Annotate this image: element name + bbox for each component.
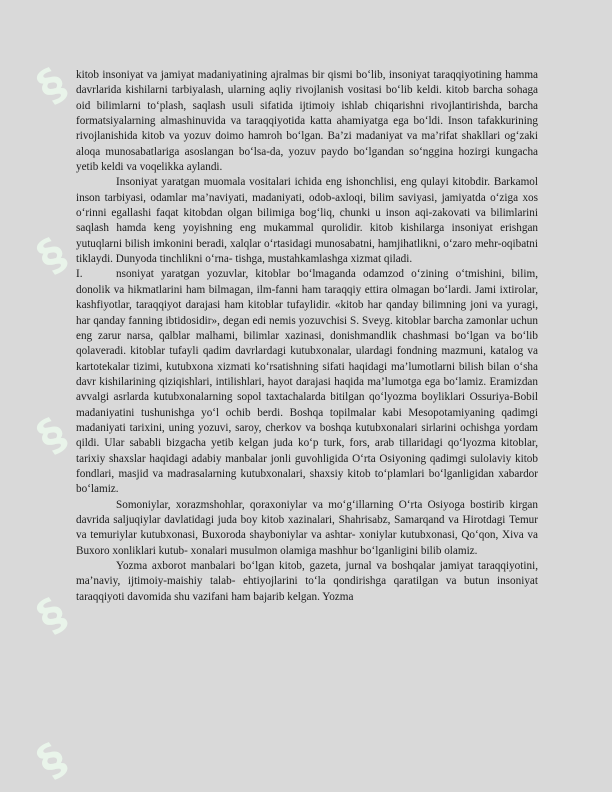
watermark-mark: § (28, 228, 76, 283)
paragraph-1: kitob insoniyat va jamiyat madaniyatining ajralmas bir qismi bo‘lib, insoniyat taraqqiyotining hamma davrlarida kishilarni tarbiyalash, ularning aqliy rivojlanish vositasi bo‘lib keldi. kitob barcha sohaga oid bilimlarni to‘plash, saqlash usuli sifatida ijtimoiy ishlab chiqarishni rivojlantirishda, barcha formatsiyalarning almashinuvida va taraqqiyotida katta ahamiyatga ega bo‘ldi. Inson tafakkurining rivojlanishida kitob va yozuv doimo hamroh bo‘lgan. Ba’zi madaniyat va ma’rifat shakllari og‘zaki aloqa munosabatlariga asoslangan bo‘lsa-da, yozuv paydo bo‘lgandan so‘nggina hozirgi kungacha yetib keldi va voqelikka aylandi. (76, 69, 538, 174)
watermark-mark: § (28, 408, 76, 463)
paragraph-2: Insoniyat yaratgan muomala vositalari ichida eng ishonchlisi, eng qulayi kitobdir. Barkamol inson tarbiyasi, odamlar ma’naviyati, madaniyati, odob-axloqi, bilim saviyasi, jamiyatda o‘ziga xos o‘rinni egallashi faqat kitobdan olgan bilimiga bog‘liq, chunki u inson aqi-zakovati va bilimlarini saqlash hamda keng yoyishning eng mukammal qurolidir. kitob kishilarga insoniyat erishgan yutuqlarni bilish imkonini beradi, xalqlar o‘rtasidagi munosabatni, hamjihatlikni, o‘zaro mehr-oqibatni tiklaydi. Dunyoda tinchlikni o‘rna- tishga, mustahkamlashga xizmat qiladi. (76, 176, 538, 266)
paragraph-4: Somoniylar, xorazmshohlar, qoraxoniylar va mo‘g‘illarning O‘rta Osiyoga bostirib kirgan davrida saljuqiylar davlatidagi juda boy kitob xazinalari, Shahrisabz, Samarqand va Hirotdagi Temur va temuriylar kutubxonasi, Buxoroda shayboniylar va ashtar- xoniylar kutubxonasi, Qo‘qon, Xiva va Buxoro xonliklari kutub- xonalari musulmon olamiga mashhur bo‘lganligini bilib olamiz. (76, 498, 538, 557)
paragraph-5: Yozma axborot manbalari bo‘lgan kitob, gazeta, jurnal va boshqalar jamiyat taraqqiyotini, ma’naviy, ijtimoiy-maishiy talab- ehtiyojlarini to‘la qondirishga qaratilgan va butun insoniyat taraqqiyoti davomida shu vazifani ham bajarib kelgan. Yozma (76, 560, 538, 603)
watermark-mark: § (28, 733, 76, 788)
list-number: I. (76, 268, 83, 281)
paragraph-3 (76, 267, 538, 497)
paragraph-3-text: nsoniyat yaratgan yozuvlar, kitoblar bo‘lmaganda odamzod o‘zining o‘tmishini, bilim, donolik va hikmatlarini ham bilmagan, ilm-fanni ham taraqqiy ettira olmagan bo‘lardi. Jami ixtirolar, kashfiyotlar, taraqqiyot darajasi ham kitoblar tufaylidir. «kitob har qanday bilimning joni va yuragi, har qanday fanning ibtidosidir», degan edi nemis yozuvchisi S. Sveyg. kitoblar barcha zamonlar uchun eng zarur narsa, qalblar malhami, bilimlar xazinasi, donishmandlik chashmasi bo‘lgan va bo‘lib qolaveradi. kitoblar tufayli qadim davrlardagi kutubxonalar, ulardagi fondning mazmuni, katalog va kartotekalar tizimi, kutubxona xizmati ko‘rsatishning sifati haqidagi ma’lumotlarni bilish bilan o‘sha davr kishilarining qiziqishlari, intilishlari, hayot darajasi haqida ma’lumotga ega bo‘lamiz. Eramizdan avvalgi asrlarda kutubxonalarning sopol taxtachalarda bitilgan qo‘lyozma boyliklari Ossuriya-Bobil madaniyatini tushunishga yo‘l ochib berdi. Boshqa topilmalar kabi Mesopotamiyaning qadimgi madaniyati tarixini, uning yozuvi, saroy, cherkov va boshqa kutubxonalari sirlarini ochishga yordam qildi. Ular sababli bizgacha yetib kelgan juda ko‘p turk, fors, arab tillaridagi qo‘lyozma kitoblar, tarixiy shaxslar haqidagi adabiy manbalar jonli guvohligida O‘rta Osiyoning qadimgi sulolaviy kitob fondlari, masjid va madrasalarning kutubxonalari, shaxsiy kitob to‘plamlari bo‘lganligidan xabardor bo‘lamiz. (76, 268, 538, 496)
watermark-mark: § (28, 588, 76, 643)
document-page (76, 68, 538, 605)
watermark-mark: § (28, 58, 76, 113)
